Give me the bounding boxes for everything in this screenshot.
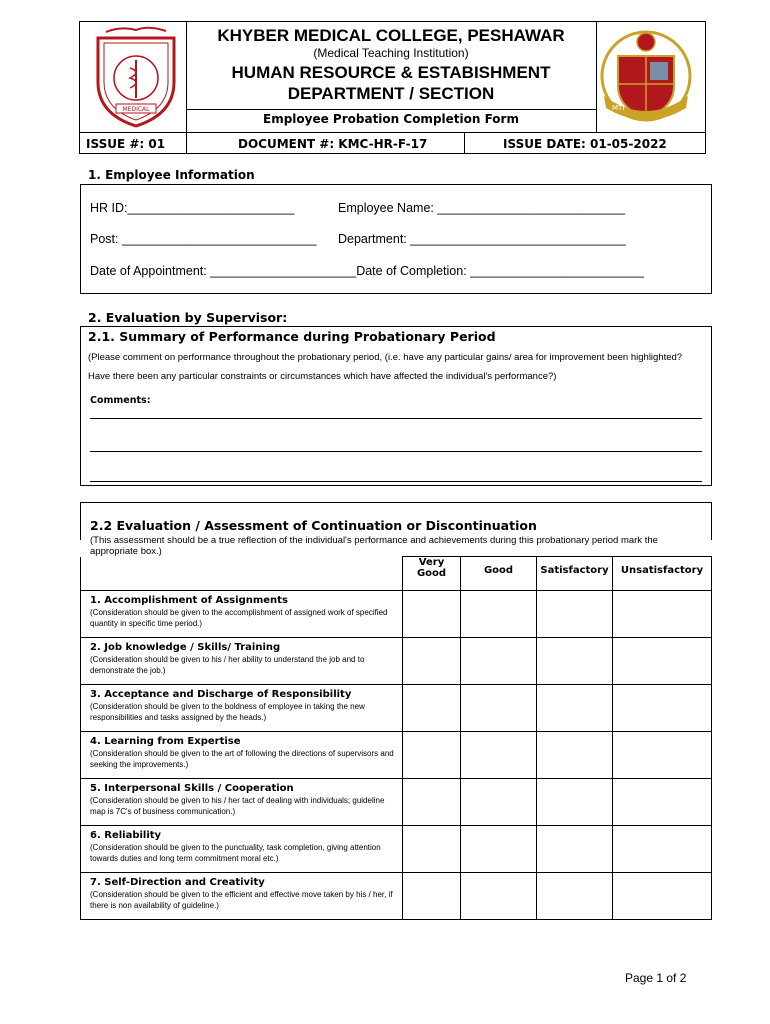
rating-cell[interactable] — [537, 685, 613, 732]
criterion-cell — [81, 638, 403, 685]
criterion-note: (Consideration should be given to his / her tact of dealing with individuals; guideline map is 7C's of business communication.) — [90, 796, 385, 816]
table-row — [81, 779, 712, 826]
appointment-completion-field[interactable]: Date of Appointment: _____________________Date of Completion: _________________________ — [90, 264, 644, 278]
table-row — [81, 732, 712, 779]
rating-cell[interactable] — [537, 732, 613, 779]
rating-cell[interactable] — [613, 638, 712, 685]
criterion-title: 4. Learning from Expertise — [90, 736, 241, 747]
rating-cell[interactable] — [537, 873, 613, 920]
comment-line[interactable] — [90, 418, 702, 419]
criteria-header — [81, 557, 403, 591]
rating-cell[interactable] — [461, 779, 537, 826]
criterion-note: (Consideration should be given to the art of following the directions of supervisors and seeking the improvements.) — [90, 749, 394, 769]
comment-line[interactable] — [90, 451, 702, 452]
criterion-note: (Consideration should be given to the accomplishment of assigned work of specified quantity in specific time period.) — [90, 608, 388, 628]
performance-summary-title: 2.1. Summary of Performance during Probationary Period — [88, 329, 496, 344]
header-divider — [79, 132, 706, 133]
employee-info-heading: 1. Employee Information — [88, 168, 255, 182]
rating-cell[interactable] — [403, 826, 461, 873]
column-good: Good — [461, 557, 537, 591]
header-divider — [596, 21, 597, 132]
issue-date: ISSUE DATE: 01-05-2022 — [503, 137, 667, 151]
rating-cell[interactable] — [613, 826, 712, 873]
rating-cell[interactable] — [613, 591, 712, 638]
rating-cell[interactable] — [537, 591, 613, 638]
assessment-header-row — [81, 557, 712, 591]
criterion-cell — [81, 732, 403, 779]
rating-cell[interactable] — [537, 826, 613, 873]
criterion-title: 5. Interpersonal Skills / Cooperation — [90, 783, 294, 794]
criterion-note: (Consideration should be given to his / her ability to understand the job and to demonstrate the job.) — [90, 655, 365, 675]
rating-cell[interactable] — [403, 873, 461, 920]
rating-cell[interactable] — [403, 779, 461, 826]
rating-cell[interactable] — [461, 732, 537, 779]
table-row — [81, 638, 712, 685]
rating-cell[interactable] — [403, 591, 461, 638]
issue-number: ISSUE #: 01 — [86, 137, 166, 151]
rating-cell[interactable] — [613, 779, 712, 826]
comment-line[interactable] — [90, 481, 702, 482]
criterion-note: (Consideration should be given to the punctuality, task completion, giving attention towards duties and long term commitment moral etc.) — [90, 843, 381, 863]
table-row — [81, 685, 712, 732]
rating-cell[interactable] — [403, 732, 461, 779]
svg-text:MTI: MTI — [612, 104, 625, 112]
table-row — [81, 873, 712, 920]
criterion-cell — [81, 591, 403, 638]
header-divider — [186, 21, 187, 132]
evaluation-heading: 2. Evaluation by Supervisor: — [88, 310, 288, 325]
institution-subtitle: (Medical Teaching Institution) — [313, 46, 469, 60]
comments-label: Comments: — [90, 395, 151, 406]
department-title-line2: DEPARTMENT / SECTION — [287, 84, 495, 103]
table-row — [81, 591, 712, 638]
rating-cell[interactable] — [461, 873, 537, 920]
rating-cell[interactable] — [461, 591, 537, 638]
college-logo — [86, 24, 186, 129]
hr-id-field[interactable]: HR ID:________________________ — [90, 201, 295, 215]
rating-cell[interactable] — [461, 826, 537, 873]
performance-summary-note: (Please comment on performance throughout the probationary period, (i.e. have any particular gains/ area for improvement been highlighted? Have there been any particular constraints or circumstances which have affected the individual's performance?) — [88, 352, 683, 382]
criterion-cell — [81, 826, 403, 873]
rating-cell[interactable] — [613, 685, 712, 732]
criterion-cell — [81, 873, 403, 920]
svg-text:MEDICAL: MEDICAL — [122, 106, 150, 113]
college-name: KHYBER MEDICAL COLLEGE, PESHAWAR — [217, 26, 565, 45]
assessment-note: (This assessment should be a true reflection of the individual's performance and achievements during this probationary period mark the appropriate box.) — [90, 535, 658, 557]
rating-cell[interactable] — [461, 685, 537, 732]
criterion-note: (Consideration should be given to the boldness of employee in taking the new responsibilities and tasks assigned by the heads.) — [90, 702, 365, 722]
header-divider — [186, 132, 187, 154]
rating-cell[interactable] — [403, 685, 461, 732]
rating-cell[interactable] — [461, 638, 537, 685]
criterion-cell — [81, 685, 403, 732]
header-divider — [464, 132, 465, 154]
column-satisfactory: Satisfactory — [537, 557, 613, 591]
column-unsatisfactory: Unsatisfactory — [613, 557, 712, 591]
criterion-title: 1. Accomplishment of Assignments — [90, 595, 288, 606]
department-field[interactable]: Department: _______________________________ — [338, 232, 626, 246]
employee-name-field[interactable]: Employee Name: ___________________________ — [338, 201, 626, 215]
assessment-title: 2.2 Evaluation / Assessment of Continuation or Discontinuation — [90, 518, 537, 533]
rating-cell[interactable] — [403, 638, 461, 685]
rating-cell[interactable] — [537, 638, 613, 685]
criterion-title: 3. Acceptance and Discharge of Responsibility — [90, 689, 352, 700]
criterion-title: 6. Reliability — [90, 830, 162, 841]
table-row — [81, 826, 712, 873]
criterion-cell — [81, 779, 403, 826]
page-number: Page 1 of 2 — [625, 971, 687, 985]
post-field[interactable]: Post: ____________________________ — [90, 232, 317, 246]
column-very-good: Very Good — [403, 557, 461, 591]
form-title: Employee Probation Completion Form — [263, 112, 519, 126]
rating-cell[interactable] — [537, 779, 613, 826]
header-divider — [186, 109, 596, 110]
rating-cell[interactable] — [613, 732, 712, 779]
document-number: DOCUMENT #: KMC-HR-F-17 — [238, 137, 428, 151]
criterion-title: 7. Self-Direction and Creativity — [90, 877, 265, 888]
mti-logo — [598, 26, 694, 126]
rating-cell[interactable] — [613, 873, 712, 920]
department-title-line1: HUMAN RESOURCE & ESTABISHMENT — [231, 63, 551, 82]
assessment-table — [80, 556, 712, 920]
criterion-title: 2. Job knowledge / Skills/ Training — [90, 642, 281, 653]
criterion-note: (Consideration should be given to the efficient and effective move taken by his / her, if there is non availability of guideline.) — [90, 890, 393, 910]
